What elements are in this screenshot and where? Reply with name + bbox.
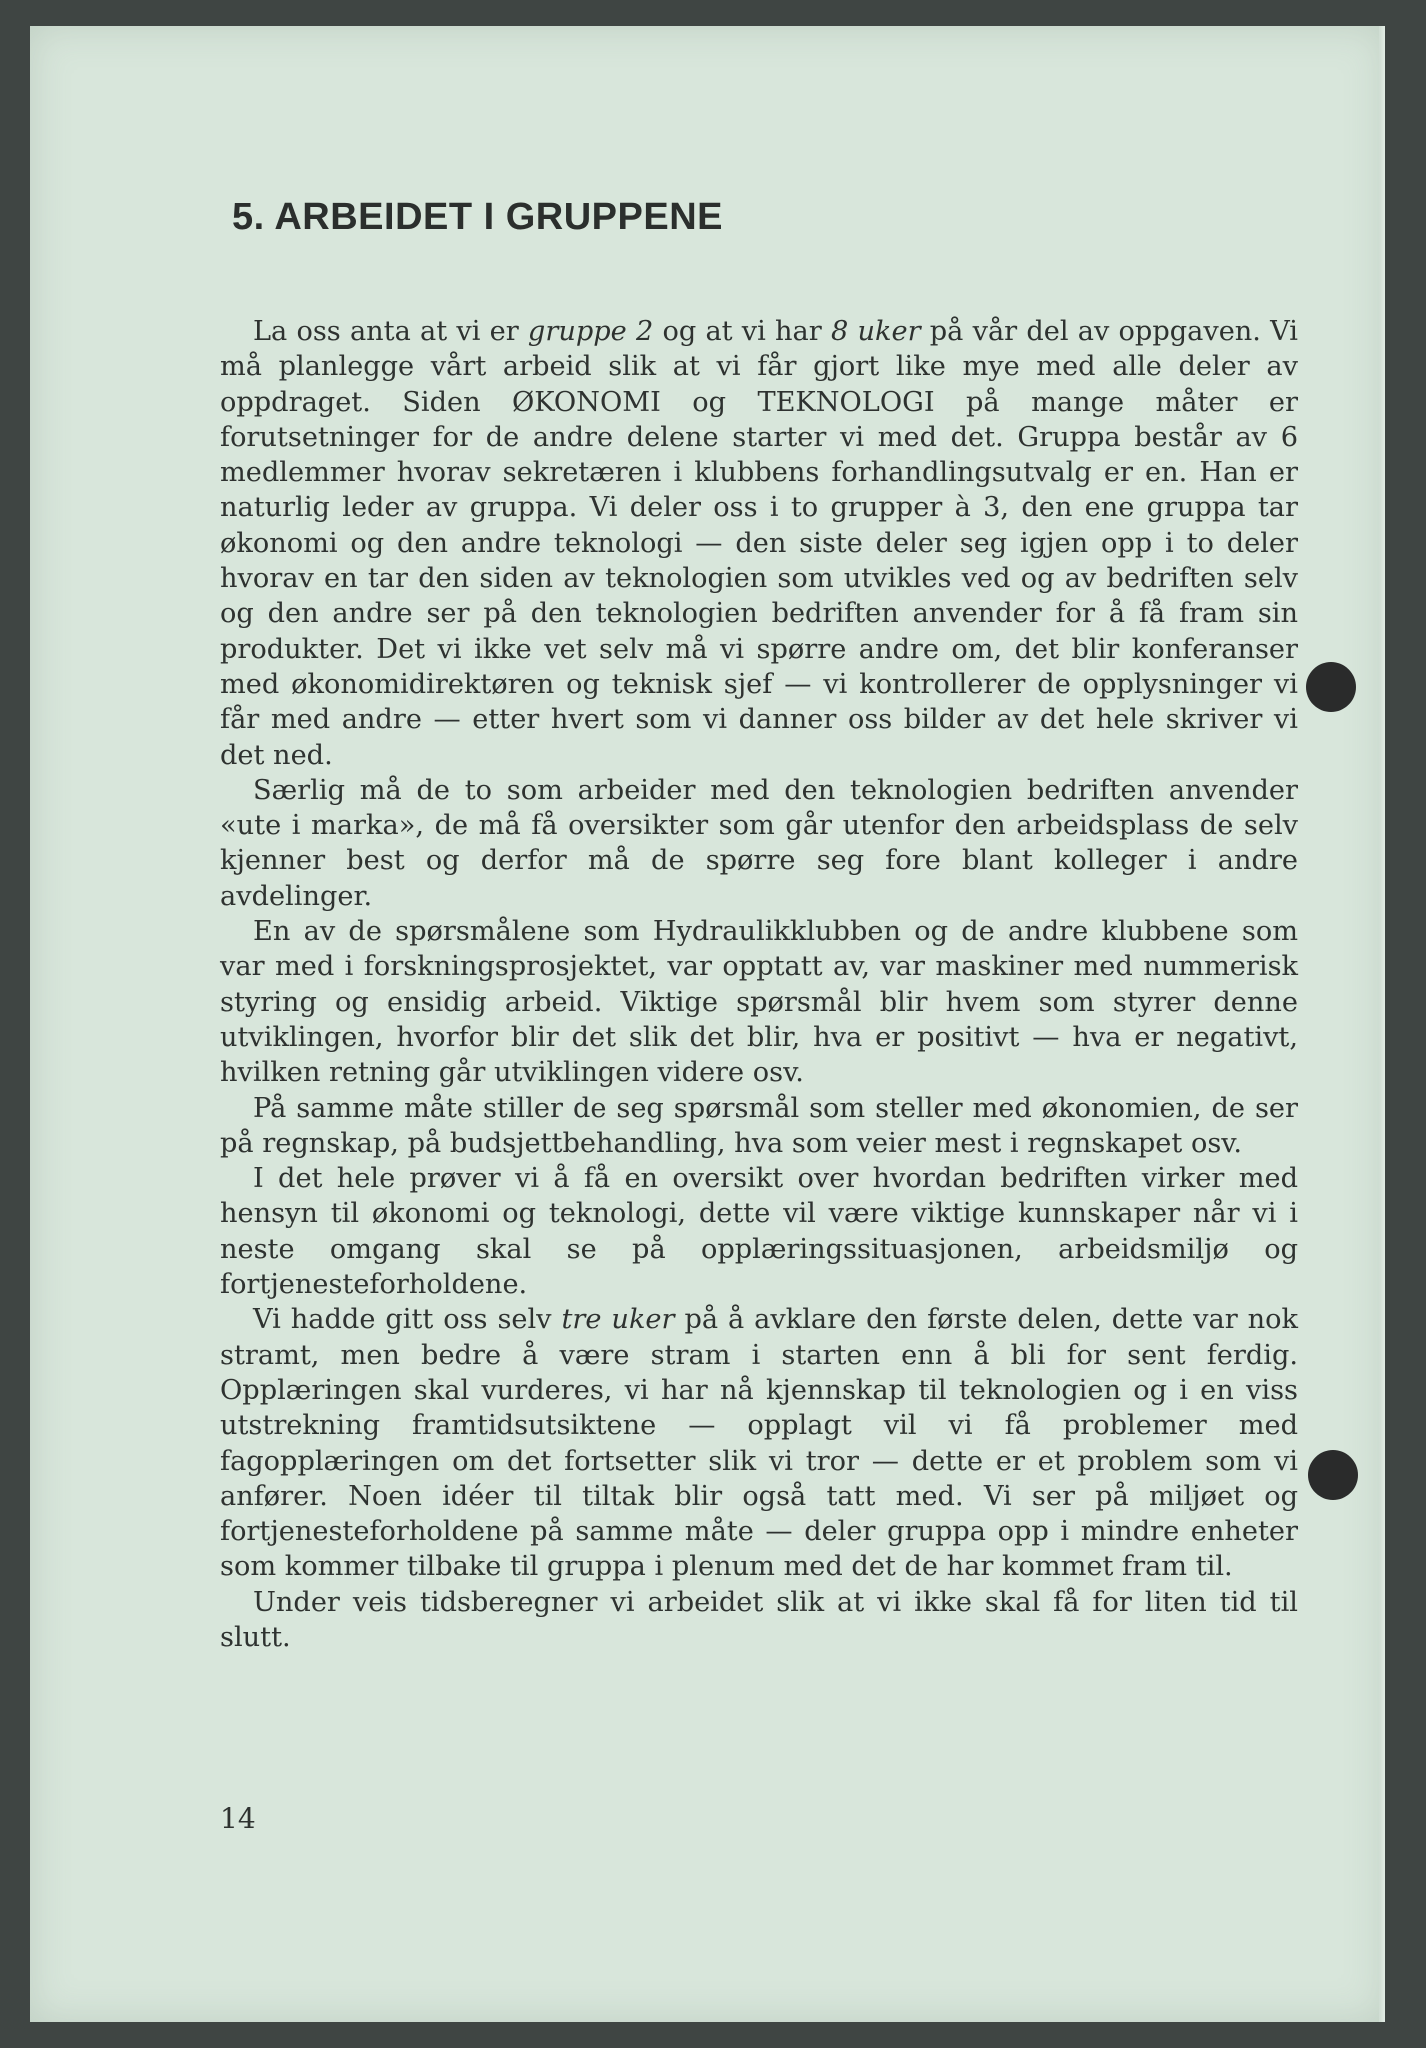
body-text [220,314,1298,1655]
chapter-heading: 5. ARBEIDET I GRUPPENE [232,196,724,238]
italic-text: tre uker [561,1304,675,1336]
text-run: I det hele prøver vi å få en oversikt over hvordan bedriften virker med hensyn til økonomi og teknologi, dette vil være viktige kunnskaper når vi i neste omgang skal se på opplæringssituasjonen, arbeidsmiljø og fortjenesteforholdene. [220,1163,1298,1301]
paragraph [220,314,1298,773]
paragraph [220,1302,1298,1584]
punch-hole [1308,1450,1358,1500]
paragraph [220,1585,1298,1656]
punch-hole [1306,662,1356,712]
paragraph [220,914,1298,1090]
paragraph [220,1161,1298,1302]
document-page [30,26,1385,2022]
italic-text: 8 uker [830,316,921,347]
text-run: på vår del av oppgaven. Vi må planlegge vårt arbeid slik at vi får gjort like mye med alle deler av oppdraget. Siden ØKONOMI og TEKNOLOGI på mange måter er forutsetninger for de andre delene starter vi med det. Gruppa består av 6 medlemmer hvorav sekretæren i klubbens forhandlingsutvalg er en. Han er naturlig leder av gruppa. Vi deler oss i to grupper à 3, den ene gruppa tar økonomi og den andre teknologi — den siste deler seg igjen opp i to deler hvorav en tar den siden av teknologien som utvikles ved og av bedriften selv og den andre ser på den teknologien bedriften anvender for å få fram sin produkter. Det vi ikke vet selv må vi spørre andre om, det blir konferanser med økonomidirektøren og teknisk sjef — vi kontrollerer de opplysninger vi får med andre — etter hvert som vi danner oss bilder av det hele skriver vi det ned. [220,316,1298,771]
text-run: En av de spørsmålene som Hydraulikklubben og de andre klubbene som var med i forskningsprosjektet, var opptatt av, var maskiner med nummerisk styring og ensidig arbeid. Viktige spørsmål blir hvem som styrer denne utviklingen, hvorfor blir det slik det blir, hva er positivt — hva er negativt, hvilken retning går utviklingen videre osv. [220,916,1298,1089]
text-run: Særlig må de to som arbeider med den teknologien bedriften anvender «ute i marka», de må få oversikter som går utenfor den arbeidsplass de selv kjenner best og derfor må de spørre seg fore blant kolleger i andre avdelinger. [220,774,1298,912]
text-run: Vi hadde gitt oss selv [253,1304,562,1336]
italic-text: gruppe 2 [527,316,654,347]
page-edge [1379,26,1385,2022]
text-run: på å avklare den første delen, dette var nok stramt, men bedre å være stram i starten enn å bli for sent ferdig. Opplæringen skal vurderes, vi har nå kjennskap til teknologien og i en viss utstrekning framtidsutsiktene — opplagt vil vi få problemer med fagopplæringen om det fortsetter slik vi tror — dette er et problem som vi anfører. Noen idéer til tiltak blir også tatt med. Vi ser på miljøet og fortjenesteforholdene på samme måte — deler gruppa opp i mindre enheter som kommer tilbake til gruppa i plenum med det de har kommet fram til. [220,1304,1298,1583]
text-run: La oss anta at vi er [253,316,528,347]
text-run: Under veis tidsberegner vi arbeidet slik at vi ikke skal få for liten tid til slutt. [220,1586,1298,1653]
page-number: 14 [220,1802,256,1835]
text-run: På samme måte stiller de seg spørsmål som steller med økonomien, de ser på regnskap, på budsjettbehandling, hva som veier mest i regnskapet osv. [220,1092,1298,1159]
text-run: og at vi har [653,316,831,347]
paragraph [220,773,1298,914]
paragraph [220,1091,1298,1162]
